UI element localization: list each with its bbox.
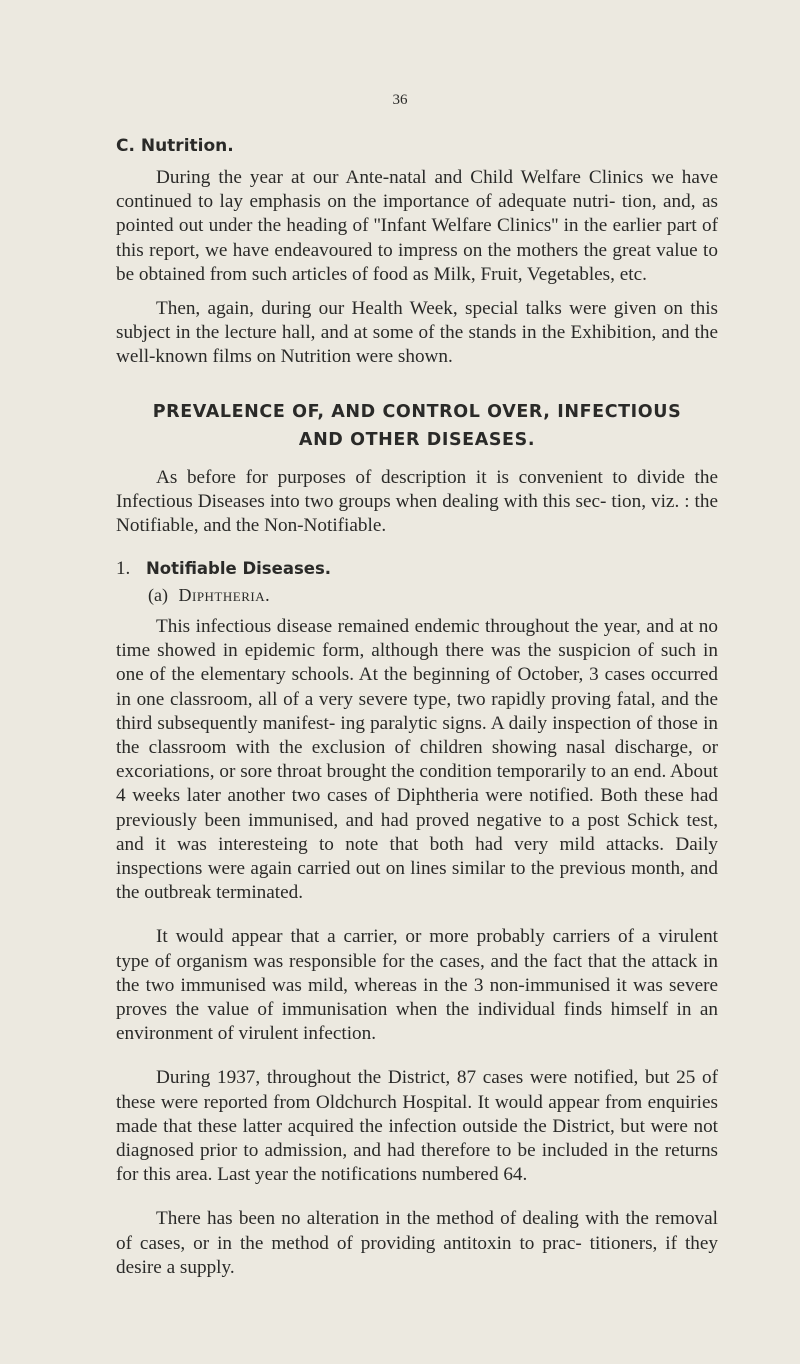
prevalence-heading <box>116 398 718 454</box>
notifiable-heading-text: Notifiable Diseases. <box>146 559 332 578</box>
diphtheria-heading <box>148 585 270 606</box>
paragraph: This infectious disease remained endemic throughout the year, and at no time showed in epidemic form, although there was the suspicion of such in one of the elementary schools. At the beginning of October, 3 cases occurred in one classroom, all of a very severe type, two rapidly proving fatal, and the third subsequently manifest- ing paralytic signs. A daily inspection of those in the classroom with the exclusion of children showing nasal discharge, or excoriations, or sore throat brought the condition temporarily to an end. About 4 weeks later another two cases of Diphtheria were notified. Both these had previously been immunised, and had proved negative to a post Schick test, and it was interesteing to note that both had very mild attacks. Daily inspections were again carried out on lines similar to the previous month, and the outbreak terminated. <box>116 616 718 904</box>
subsection-label: (a) <box>148 585 168 605</box>
page-number: 36 <box>392 92 408 108</box>
diphtheria-text <box>116 615 718 1280</box>
nutrition-heading: C. Nutrition. <box>116 136 234 156</box>
diphtheria-title: Diphtheria. <box>178 585 271 605</box>
paragraph: During the year at our Ante-natal and Child Welfare Clinics we have continued to lay emphasis on the importance of adequate nutri- tion, and, as pointed out under the heading of ''Infant Welfare Clinics'' in the earlier part of this report, we have endeavoured to impress on the mothers the great value to be obtained from such articles of food as Milk, Fruit, Vegetables, etc. <box>116 167 718 285</box>
nutrition-text <box>116 166 718 370</box>
prevalence-heading-line1: PREVALENCE OF, AND CONTROL OVER, INFECTIOUS <box>152 402 682 422</box>
section-number: 1. <box>116 558 131 579</box>
paragraph: During 1937, throughout the District, 87 cases were notified, but 25 of these were reported from Oldchurch Hospital. It would appear from enquiries made that these latter acquired the infection outside the District, but were not diagnosed prior to admission, and had therefore to be included in the returns for this area. Last year the notifications numbered 64. <box>116 1067 718 1186</box>
paragraph: Then, again, during our Health Week, special talks were given on this subject in the lecture hall, and at some of the stands in the Exhibition, and the well-known films on Nutrition were shown. <box>116 298 718 368</box>
notifiable-diseases-heading <box>116 558 331 580</box>
paragraph: It would appear that a carrier, or more probably carriers of a virulent type of organism was responsible for the cases, and the fact that the attack in the two immunised was mild, whereas in the 3 non-immunised it was severe proves the value of immunisation when the individual finds himself in an environment of virulent infection. <box>116 926 718 1045</box>
paragraph: There has been no alteration in the method of dealing with the removal of cases, or in the method of providing antitoxin to prac- titioners, if they desire a supply. <box>116 1208 718 1278</box>
paragraph: As before for purposes of description it is convenient to divide the Infectious Diseases into two groups when dealing with this sec- tion, viz. : the Notifiable, and the Non-Notifiable. <box>116 467 718 537</box>
prevalence-heading-line2: AND OTHER DISEASES. <box>298 430 536 450</box>
prevalence-intro <box>116 466 718 539</box>
